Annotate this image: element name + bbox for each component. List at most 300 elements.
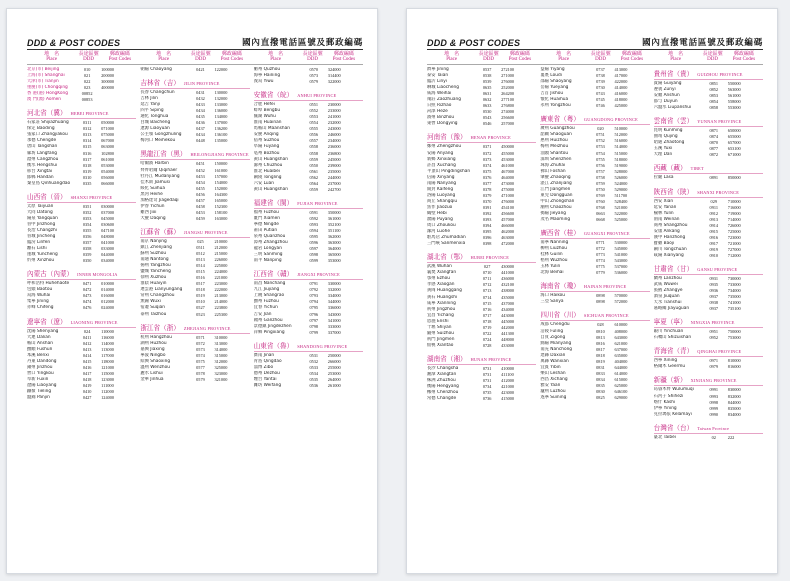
- postcode-cell: 412000: [501, 378, 515, 384]
- ddd-cell: 0393: [482, 217, 492, 223]
- province-title-cn: 內蒙古（內蒙）: [27, 270, 74, 279]
- header-title-cn: 國內直撥電話區號及郵政編碼: [642, 38, 763, 48]
- province-section: [540, 67, 649, 109]
- column-header-group: [539, 51, 651, 63]
- postcode-cell: 314400: [327, 73, 341, 79]
- ddd-cell: 0418: [82, 376, 92, 382]
- place-cell: 廣州 Guangzhou: [540, 126, 575, 132]
- ddd-cell: 027: [483, 264, 491, 270]
- place-cell: 肇慶 Zhaoqing: [540, 174, 571, 180]
- column-header-place: [27, 51, 76, 63]
- postcode-cell: 433000: [501, 342, 515, 348]
- place-cell: 德州 Dezhou: [253, 370, 280, 376]
- ddd-cell: 0372: [482, 150, 492, 156]
- ddd-cell: 0915: [709, 228, 719, 234]
- ddd-cell: 0874: [709, 134, 719, 140]
- ddd-cell: 0919: [709, 246, 719, 252]
- postcode-cell: 136100: [214, 132, 228, 138]
- ddd-cell: 0719: [482, 324, 492, 330]
- place-cell: 自貢 Zigong: [540, 334, 566, 340]
- ddd-cell: 0355: [82, 227, 92, 233]
- ddd-cell: 0411: [82, 334, 92, 340]
- ddd-cell: 0633: [482, 103, 492, 109]
- ddd-cell: 0559: [309, 156, 319, 162]
- postcode-cell: 553000: [727, 105, 741, 111]
- place-cell: 佳木斯 Jiamusi: [140, 179, 171, 185]
- ddd-cell: 0434: [196, 108, 205, 114]
- table-row: [540, 299, 649, 305]
- ddd-cell: 0335: [82, 180, 92, 186]
- ddd-cell: 0558: [309, 144, 319, 150]
- ddd-cell: 0731: [482, 371, 492, 377]
- postcode-cell: 522000: [614, 210, 628, 216]
- postcode-cell: 341000: [327, 317, 341, 323]
- province-title-en: SHANXI PROVINCE: [70, 194, 113, 200]
- place-cell: 四平 Siping: [140, 108, 164, 114]
- place-cell: 信陽 Xinyang: [427, 174, 455, 180]
- place-cell: 承德 Chengde: [27, 138, 57, 144]
- table-row: [140, 312, 249, 318]
- column: [540, 67, 649, 444]
- place-cell: 蚌埠 Bengbu: [253, 108, 281, 114]
- place-cell: 保定 Baoding: [27, 126, 55, 132]
- ddd-cell: 0597: [309, 246, 319, 252]
- table-row: [27, 395, 136, 401]
- ddd-cell: 0833: [596, 370, 605, 376]
- ddd-cell: 0737: [596, 67, 605, 72]
- place-cell: 延吉 Yanji: [140, 102, 161, 108]
- province-title-cn: 福建省（閩）: [253, 198, 294, 207]
- table-row: [254, 330, 363, 336]
- ddd-cell: 0518: [196, 287, 205, 293]
- ddd-cell: 0412: [82, 340, 92, 346]
- postcode-cell: 213000: [214, 293, 228, 299]
- place-cell: 達縣 Daxian: [540, 352, 566, 358]
- place-cell: 荊門 Jingmen: [427, 336, 455, 342]
- ddd-cell: 0579: [309, 79, 319, 85]
- postcode-cell: 456600: [501, 210, 515, 216]
- postcode-cell: 102800: [101, 150, 115, 156]
- postcode-cell: 471000: [501, 192, 515, 198]
- province-title-cn: 安徽省（皖）: [253, 91, 294, 100]
- place-cell: 西寧 Xining: [653, 358, 678, 364]
- province-section: [254, 88, 363, 193]
- ddd-cell: 0391: [482, 204, 492, 210]
- postcode-cell: 136000: [214, 108, 228, 114]
- postcode-cell: 241000: [327, 114, 341, 120]
- ddd-cell: 0457: [196, 197, 205, 203]
- province-title-en: GUANGXI PROVINCE: [583, 231, 630, 237]
- ddd-cell: 0663: [596, 210, 605, 216]
- ddd-cell: 0437: [196, 126, 205, 132]
- postcode-cell: 404000: [614, 358, 628, 364]
- ddd-cell: 023: [83, 85, 91, 91]
- province-section: [27, 315, 136, 402]
- postcode-cell: 277100: [501, 97, 515, 103]
- place-cell: 懷化 Huaihua: [540, 97, 569, 103]
- place-cell: 秦皇島 Qinhuangdao: [27, 180, 71, 186]
- ddd-cell: 0539: [482, 79, 492, 85]
- postcode-cell: 810000: [727, 358, 741, 364]
- place-cell: 集寧 Jining: [27, 299, 49, 305]
- place-cell: 三亞 Sanya: [540, 299, 564, 305]
- ddd-cell: 0315: [82, 144, 92, 150]
- table-row: [654, 335, 763, 341]
- ddd-cell: 0993: [709, 393, 719, 399]
- place-cell: 泰州 Taizhou: [140, 311, 167, 317]
- province-section: [540, 308, 649, 401]
- column-header-place-cn: 地 名: [156, 51, 172, 57]
- ddd-cell: 0356: [82, 234, 92, 240]
- postcode-cell: 224000: [214, 269, 228, 275]
- postcode-cell: 112000: [101, 388, 114, 394]
- province-title: [254, 88, 363, 101]
- province-section: [27, 190, 136, 264]
- column-header-ddd: [76, 51, 101, 63]
- place-cell: 南寧 Nanning: [540, 240, 569, 246]
- column-header-group: [427, 51, 539, 63]
- ddd-cell: 00852: [81, 91, 93, 97]
- column-header-ddd-en: DDD: [195, 57, 206, 62]
- postcode-cell: 124000: [101, 395, 115, 401]
- postcode-cell: 223800: [214, 305, 228, 311]
- postcode-cell: 741000: [727, 300, 741, 306]
- column-header-postcode-cn: 郵政編碼: [509, 51, 530, 57]
- province-section: [254, 339, 363, 389]
- place-cell: 濟寧 Jining: [427, 67, 449, 72]
- table-row: [254, 258, 363, 264]
- table-row: [654, 364, 763, 370]
- ddd-cell: 0554: [309, 120, 319, 126]
- column-header-ddd-en: DDD: [707, 57, 718, 62]
- ddd-cell: 0350: [82, 258, 92, 264]
- province-section: [254, 196, 363, 264]
- ddd-cell: 0398: [482, 241, 492, 247]
- province-title: [654, 373, 763, 386]
- table-row: [427, 343, 536, 349]
- column-header-ddd: [188, 51, 213, 63]
- postcode-cell: 835000: [727, 405, 741, 411]
- postcode-cell: 045000: [101, 215, 115, 221]
- province-title-en: JILIN PROVINCE: [183, 81, 220, 87]
- table-row: [654, 105, 763, 111]
- ddd-cell: 0792: [309, 287, 319, 293]
- province-title: [27, 190, 136, 203]
- column-header-place-cn: 地 名: [44, 51, 60, 57]
- place-cell: 棗莊 Zaozhuang: [427, 97, 461, 103]
- postcode-cell: 276000: [501, 79, 515, 85]
- province-section: [254, 67, 363, 85]
- ddd-cell: 0757: [596, 168, 605, 174]
- postcode-cell: 152300: [214, 203, 228, 209]
- ddd-cell: 0551: [309, 102, 319, 108]
- place-cell: 廊坊 Langfang: [27, 150, 58, 156]
- postcode-cell: 363000: [327, 240, 341, 246]
- postcode-cell: 545000: [614, 246, 628, 252]
- postcode-cell: 150000: [214, 161, 228, 167]
- province-title-cn: 甘肅省（甘）: [653, 264, 694, 273]
- province-title-en: HEILONGJIANG PROVINCE: [190, 152, 249, 158]
- place-cell: 蘇州 Suzhou: [140, 251, 167, 257]
- place-cell: 連雲港 Lianyungang: [140, 287, 183, 293]
- ddd-cell: 0745: [596, 97, 605, 103]
- province-section: [427, 250, 536, 349]
- place-cell: 宿州 Suzhou: [253, 138, 280, 144]
- postcode-cell: 364000: [327, 246, 341, 252]
- place-cell: 晉中 Jinzhong: [27, 221, 56, 227]
- postcode-cell: 315000: [214, 352, 228, 358]
- postcode-cell: 529000: [614, 186, 628, 192]
- province-section: [654, 344, 763, 370]
- ddd-cell: 0546: [482, 121, 492, 127]
- ddd-cell: 0736: [482, 396, 492, 402]
- ddd-cell: 0552: [309, 108, 319, 114]
- province-title-cn: 吉林省（吉）: [140, 79, 180, 88]
- ddd-cell: 0594: [309, 227, 319, 233]
- province-section: [540, 112, 649, 223]
- postcode-cell: 528400: [614, 198, 628, 204]
- place-cell: 黃山 Huangshan: [253, 186, 288, 192]
- province-section: [654, 185, 763, 259]
- place-cell: 聊城 Liaocheng: [427, 85, 459, 91]
- province-section: [27, 67, 136, 103]
- place-cell: 銀川 Yinchuan: [653, 329, 684, 335]
- place-cell: 渭南 Weinan: [653, 216, 680, 222]
- ddd-cell: 029: [710, 198, 717, 204]
- ddd-cell: 0536: [309, 382, 319, 388]
- postcode-cell: 518000: [614, 156, 628, 162]
- postcode-cell: 323000: [214, 370, 228, 376]
- postcode-cell: 362000: [327, 234, 341, 240]
- column-header-postcode-cn: 郵政編碼: [333, 51, 354, 57]
- postcode-cell: 727000: [727, 246, 741, 252]
- column-header-ddd-cn: 長途區號: [302, 51, 323, 57]
- column-header-place: [651, 51, 700, 63]
- ddd-cell: 0373: [482, 156, 492, 162]
- postcode-cell: 332000: [327, 287, 341, 293]
- ddd-cell: 0891: [709, 175, 719, 181]
- ddd-cell: 0871: [709, 128, 719, 134]
- table-row: [654, 175, 763, 181]
- postcode-cell: 537000: [614, 264, 628, 270]
- place-cell: 周口 Zhoukou: [427, 223, 456, 229]
- ddd-cell: 025: [197, 238, 204, 244]
- place-cell: 雅安 Yaan: [540, 382, 561, 388]
- ddd-cell: 0379: [482, 192, 492, 198]
- ddd-cell: 0454: [196, 179, 205, 185]
- ddd-cell: 0396: [482, 235, 492, 241]
- ddd-cell: 0570: [309, 67, 319, 72]
- province-title-en: YUNNAN PROVINCE: [697, 119, 742, 125]
- postcode-cell: 215000: [214, 251, 228, 257]
- ddd-cell: 0579: [196, 376, 205, 382]
- ddd-cell: 0768: [596, 204, 605, 210]
- ddd-cell: 0312: [82, 126, 92, 132]
- postcode-cell: 041000: [101, 240, 115, 246]
- postcode-cell: 436000: [501, 276, 515, 282]
- ddd-cell: 0351: [82, 203, 92, 209]
- postcode-cell: 644000: [614, 364, 628, 370]
- place-cell: 張掖 Zhangye: [653, 288, 683, 294]
- column-header-row: [427, 50, 763, 65]
- ddd-cell: 0431: [196, 90, 205, 96]
- place-cell: 義烏 Yiwu: [253, 79, 274, 85]
- province-section: [140, 76, 249, 144]
- postcode-cell: 310000: [214, 334, 228, 340]
- postcode-cell: 716000: [727, 204, 741, 210]
- ddd-cell: 0555: [309, 126, 319, 132]
- place-cell: 南通 Nantong: [140, 257, 169, 263]
- place-cell: 鶴壁 Hebi: [427, 210, 447, 216]
- postcode-cell: 448000: [501, 336, 515, 342]
- postcode-cell: 422000: [614, 79, 628, 85]
- place-cell: 伊春 Yichun: [140, 203, 165, 209]
- place-cell: 石家莊 Shijiazhuang: [27, 120, 69, 126]
- province-title-cn: 青海省（青）: [653, 347, 694, 356]
- ddd-cell: 0751: [596, 132, 605, 138]
- place-cell: 常州 Changzhou: [140, 293, 175, 299]
- place-cell: 深圳 Shenzhen: [540, 156, 572, 162]
- column-header-place-en: Place: [270, 57, 282, 62]
- place-cell: 邵陽 Shaoyang: [540, 79, 572, 85]
- postcode-cell: 850000: [727, 175, 741, 181]
- postcode-cell: 719000: [727, 210, 741, 216]
- province-title-en: GUANGDONG PROVINCE: [583, 117, 638, 123]
- place-cell: 邢台 Xingtai: [27, 168, 53, 174]
- place-cell: 臺北 Taibei: [653, 434, 676, 440]
- column-header-place-en: Place: [46, 57, 58, 62]
- column-header-postcode-cn: 郵政編碼: [221, 51, 242, 57]
- place-cell: 瀘州 Luzhou: [540, 388, 566, 394]
- postcode-cell: 135000: [214, 138, 228, 144]
- postcode-cell: 425000: [614, 103, 628, 109]
- province-section: [654, 114, 763, 158]
- province-title-en: GANSU PROVINCE: [697, 266, 738, 272]
- ddd-cell: 0731: [482, 378, 492, 384]
- ddd-cell: 0370: [482, 198, 492, 204]
- column-header-ddd-cn: 長途區號: [78, 51, 99, 57]
- place-cell: 延安 Yanan: [653, 204, 677, 210]
- header-title-cn: 國內直撥電話區號及郵政編碼: [242, 38, 363, 48]
- postcode-cell: 214000: [214, 299, 228, 305]
- postcode-cell: 735100: [727, 306, 741, 312]
- ddd-cell: 0532: [309, 358, 319, 364]
- ddd-cell: 0562: [309, 174, 319, 180]
- postcode-cell: 365000: [327, 252, 341, 258]
- place-cell: 遼源 Liaoyuan: [140, 126, 170, 132]
- place-cell: 天津(市) Tianjin: [27, 79, 59, 85]
- province-title-cn: 山西省（晉）: [27, 192, 67, 201]
- ddd-cell: 0558: [309, 150, 319, 156]
- postcode-cell: 165000: [214, 197, 228, 203]
- ddd-cell: 0710: [482, 270, 492, 276]
- postcode-cell: 344000: [327, 299, 341, 305]
- table-row: [540, 270, 649, 276]
- postcode-cell: 441300: [501, 330, 515, 336]
- place-cell: 三門峽 Sanmenxia: [427, 241, 466, 247]
- place-cell: 桂林 Guilin: [540, 252, 563, 258]
- place-cell: 南充 Nanchong: [540, 346, 573, 352]
- place-cell: 上饒 Shangrao: [253, 293, 285, 299]
- postcode-cell: 353000: [327, 258, 341, 264]
- place-cell: 梅河口 Meihekou: [140, 138, 176, 144]
- place-cell: 武威 Wuwei: [653, 282, 678, 288]
- postcode-cell: 225000: [214, 263, 228, 269]
- ddd-cell: 0310: [82, 174, 92, 180]
- postcode-cell: 157000: [214, 173, 228, 179]
- place-cell: 昭通 Zhaotong: [653, 140, 685, 146]
- place-cell: 榆林 Yulin: [653, 210, 674, 216]
- page-header: [427, 36, 763, 50]
- postcode-cell: 164300: [214, 191, 228, 197]
- ddd-cell: 0357: [82, 240, 92, 246]
- province-title: [540, 112, 649, 125]
- ddd-cell: 0577: [196, 364, 205, 370]
- ddd-cell: 0432: [196, 96, 205, 102]
- place-cell: 北海 Beihai: [540, 270, 564, 276]
- postcode-cell: 276800: [501, 103, 515, 109]
- place-cell: 常德 Changde: [427, 396, 457, 402]
- ddd-cell: 0898: [596, 293, 605, 299]
- place-cell: 柳州 Liuzhou: [540, 246, 567, 252]
- ddd-cell: 0359: [82, 252, 92, 258]
- place-cell: 吉安 Jian: [253, 311, 272, 317]
- postcode-cell: 200000: [101, 73, 115, 79]
- ddd-cell: 0596: [309, 240, 319, 246]
- place-cell: 黑河 Heihe: [140, 191, 163, 197]
- province-title-en: HENAN PROVINCE: [470, 135, 511, 141]
- postcode-cell: 467000: [501, 168, 515, 174]
- column-header-place-cn: 地 名: [556, 51, 572, 57]
- province-section: [540, 279, 649, 305]
- ddd-cell: 0527: [196, 305, 205, 311]
- postcode-cell: 350000: [327, 209, 341, 215]
- place-cell: 宜春 Yichun: [253, 305, 278, 311]
- ddd-cell: 0395: [482, 229, 492, 235]
- columns: [427, 67, 763, 444]
- ddd-cell: 0436: [196, 120, 205, 126]
- province-section: [140, 321, 249, 383]
- postcode-cell: 351100: [327, 227, 341, 233]
- postcode-cell: 400000: [101, 85, 115, 91]
- ddd-cell: 0314: [82, 138, 92, 144]
- province-title-cn: 貴州省（貴）: [653, 70, 694, 78]
- ddd-cell: 0773: [596, 252, 605, 258]
- postcode-cell: 264200: [501, 91, 515, 97]
- postcode-cell: 053000: [101, 162, 115, 168]
- postcode-cell: 572000: [614, 299, 628, 305]
- column-header-place: [427, 51, 476, 63]
- column-header-row: [27, 50, 363, 65]
- postcode-cell: 322000: [327, 79, 341, 85]
- place-cell: 安陽 Anyang: [427, 150, 454, 156]
- province-title: [140, 321, 249, 334]
- place-cell: 香 港(港) HongKong: [27, 91, 68, 97]
- column-header-group: [651, 51, 763, 63]
- ddd-cell: 0817: [596, 346, 605, 352]
- place-cell: 白城 Baicheng: [140, 120, 171, 126]
- ddd-cell: 0750: [596, 186, 605, 192]
- table-row: [654, 306, 763, 312]
- place-cell: 烏海 Wuhai: [27, 293, 51, 299]
- province-section: [140, 67, 249, 73]
- postcode-cell: 733000: [727, 282, 741, 288]
- province-title-cn: 江西省（贛）: [253, 270, 294, 279]
- place-cell: 安慶 Anqing: [253, 132, 279, 138]
- header-title-en: DDD & POST CODES: [427, 38, 521, 48]
- place-cell: 蘭州 Lanzhou: [653, 275, 682, 281]
- place-cell: 滄州 Cangzhou: [27, 156, 59, 162]
